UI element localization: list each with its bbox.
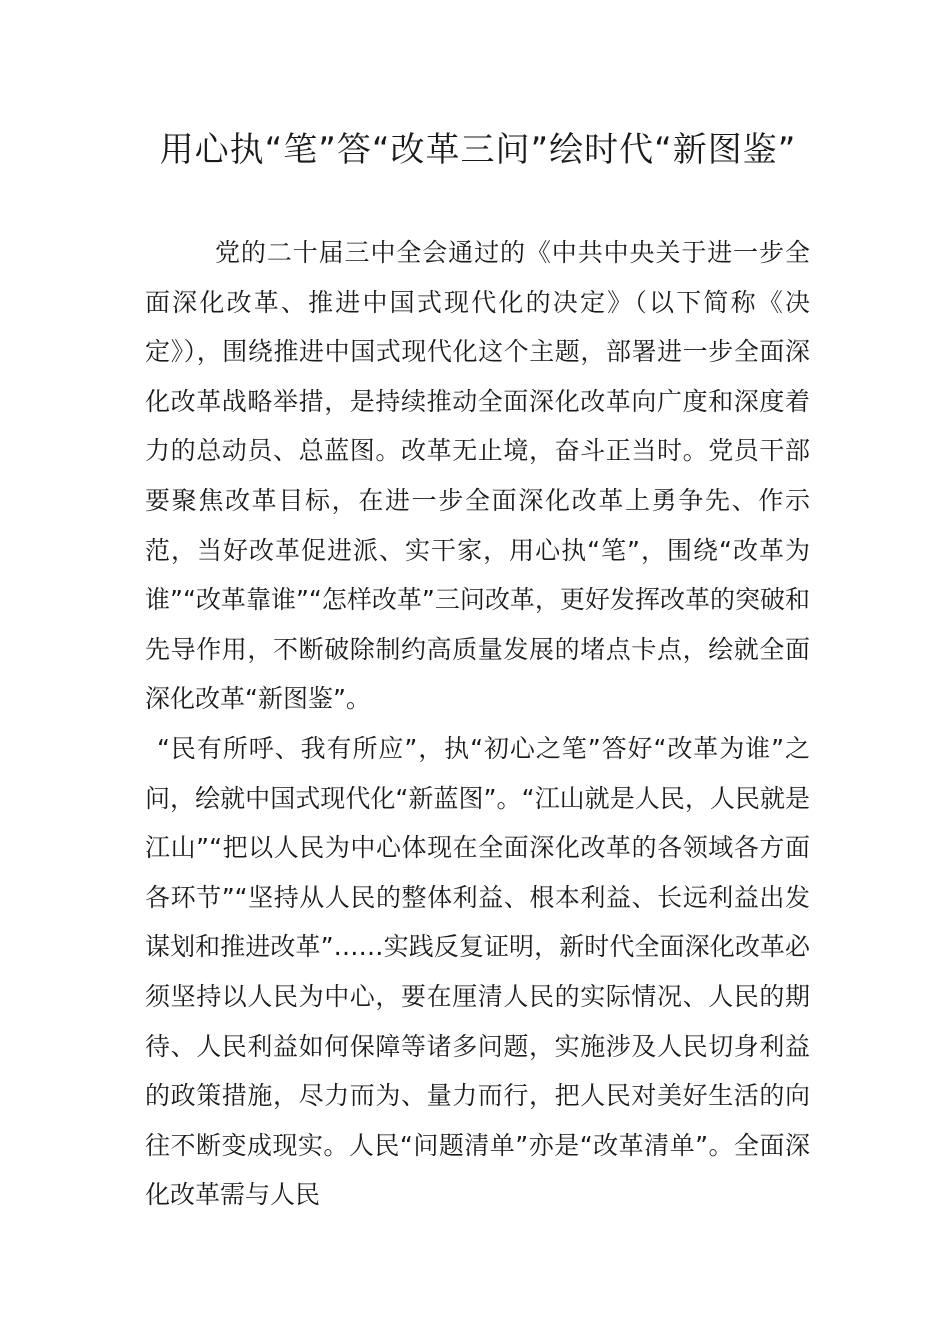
document-title: 用心执“笔”答“改革三问”绘时代“新图鉴” (159, 130, 797, 170)
document-body (145, 228, 810, 1220)
paragraph-reform-for-whom: “民有所呼、我有所应”，执“初心之笔”答好“改革为谁”之问，绘就中国式现代化“新蓝图”。“江山就是人民，人民就是江山”“把以人民为中心体现在全面深化改革的各领域各方面各环节”“坚持从人民的整体利益、根本利益、长远利益出发谋划和推进改革”……实践反复证明，新时代全面深化改革必须坚持以人民为中心，要在厘清人民的实际情况、人民的期待、人民利益如何保障等诸多问题，实施涉及人民切身利益的政策措施，尽力而为、量力而行，把人民对美好生活的向往不断变成现实。人民“问题清单”亦是“改革清单”。全面深化改革需与人民 (145, 733, 810, 1210)
paragraph-intro: 党的二十届三中全会通过的《中共中央关于进一步全面深化改革、推进中国式现代化的决定》（以下简称《决定》），围绕推进中国式现代化这个主题，部署进一步全面深化改革战略举措，是持续推动全面深化改革向广度和深度着力的总动员、总蓝图。改革无止境，奋斗正当时。党员干部要聚焦改革目标，在进一步全面深化改革上勇争先、作示范，当好改革促进派、实干家，用心执“笔”，围绕“改革为谁”“改革靠谁”“怎样改革”三问改革，更好发挥改革的突破和先导作用，不断破除制约高质量发展的堵点卡点，绘就全面深化改革“新图鉴”。 (145, 238, 810, 714)
